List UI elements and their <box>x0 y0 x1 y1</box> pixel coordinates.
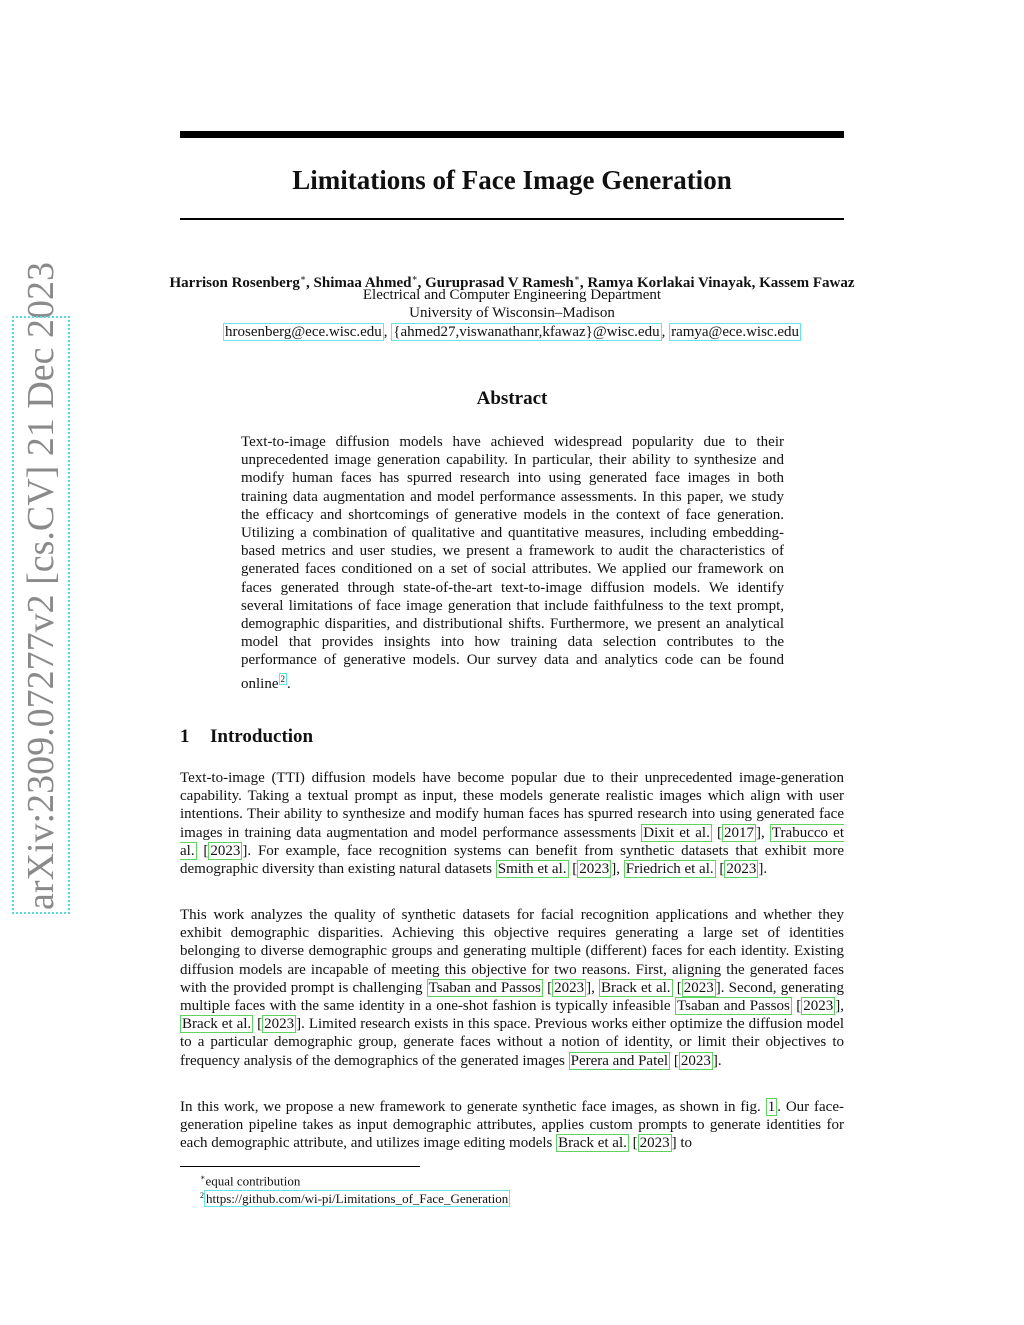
citation-year-link[interactable]: 2023 <box>210 842 241 859</box>
citation-year-link[interactable]: 2023 <box>680 1052 711 1069</box>
title-top-rule <box>180 131 844 138</box>
citation-link[interactable]: Brack et al. <box>601 979 671 996</box>
email-link[interactable]: {ahmed27,viswanathanr,kfawaz}@wisc.edu <box>393 324 660 340</box>
paragraph-text: . For example, face recognition systems can benefit from synthetic datasets that exhibit more demographic diversity than existing natural datasets <box>180 842 844 878</box>
footnote-divider <box>180 1166 420 1167</box>
footnote-mark: ∗ <box>200 1173 206 1182</box>
citation-year-link[interactable]: 2023 <box>726 861 757 878</box>
author-name: Harrison Rosenberg <box>169 275 300 291</box>
equal-contribution-mark[interactable]: ∗ <box>411 273 418 283</box>
email-link[interactable]: ramya@ece.wisc.edu <box>671 324 799 340</box>
arxiv-identifier-stamp[interactable]: arXiv:2309.07277v2 [cs.CV] 21 Dec 2023 <box>16 320 66 910</box>
citation-link[interactable]: Tsaban and Passos <box>677 998 790 1015</box>
citation-link[interactable]: Perera and Patel <box>570 1052 669 1069</box>
paragraph-text: . <box>717 1052 722 1069</box>
citation-year-link[interactable]: 2017 <box>724 824 754 841</box>
paragraph-text: Text-to-image (TTI) diffusion models have become popular due to their unprecedented image-generation capability. Taking a textual prompt as input, these models generate realistic images which align with user intentions. Their ability to synthesize and modify human faces has spurred research into using generated face images in training data augmentation and model performance assessments <box>180 770 844 841</box>
citation-link[interactable]: Smith et al. <box>497 861 567 878</box>
paragraph-text: . Our face-generation pipeline takes as input demographic attributes, applies custom prompts to generate identities for each demographic attribute, and utilizes image editing models <box>180 1099 844 1152</box>
citation-year-link[interactable]: 2023 <box>264 1016 295 1033</box>
intro-paragraph-1: Text-to-image (TTI) diffusion models have become popular due to their unprecedented image-generation capability. Taking a textual prompt as input, these models generate realistic images which align with user intentions. Their ability to synthesize and modify human faces has spurred research into using generated face images in training data augmentation and model performance assessments Dixit et al. [ 2017 ], Trabucco et al. [ 2023 ]. For example, face recognition systems can benefit from synthetic datasets that exhibit more demographic diversity than existing natural datasets Smith et al. [ 2023 ], Friedrich et al. [ 2023 ]. <box>180 770 844 878</box>
author-emails: hrosenberg@ece.wisc.edu , {ahmed27,viswanathanr,kfawaz}@wisc.edu , ramya@ece.wisc.edu <box>224 324 799 340</box>
repository-link[interactable]: https://github.com/wi-pi/Limitations_of_Face_Generation <box>206 1191 509 1207</box>
intro-paragraph-2: This work analyzes the quality of synthetic datasets for facial recognition applications and whether they exhibit demographic disparities. Achieving this objective requires generating a large set of identities belonging to diverse demographic groups and generating multiple (different) faces for each identity. Existing diffusion models are incapable of meeting this objective for two reasons. First, aligning the generated faces with the provided prompt is challenging Tsaban and Passos [ 2023 ], Brack et al. [ 2023 ]. Second, generating multiple faces with the same identity in a one-shot fashion is typically infeasible Tsaban and Passos [ 2023 ], Brack et al. [ 2023 ]. Limited research exists in this space. Previous works either optimize the diffusion model to a particular demographic group, generate faces without a notion of identity, or limit their objectives to frequency analysis of the demographics of the generated images Perera and Patel [ 2023 ]. <box>180 907 845 1069</box>
affiliation-department: Electrical and Computer Engineering Department <box>362 287 662 303</box>
author-list: Harrison Rosenberg∗, Shimaa Ahmed∗, Guruprasad V Ramesh∗, Ramya Korlakai Vinayak, Kassem Fawaz <box>169 273 855 291</box>
author-name: Ramya Korlakai Vinayak, Kassem Fawaz <box>587 275 855 291</box>
citation-year-link[interactable]: 2023 <box>683 979 714 996</box>
paragraph-text: to <box>676 1135 693 1152</box>
paragraph-text: , <box>591 979 599 996</box>
section-number: 1 <box>180 726 190 747</box>
footnote-2 <box>200 1188 510 1207</box>
paragraph-text: . Second, generating multiple faces with the same identity in a one-shot fashion is typically infeasible <box>180 979 845 1015</box>
citation-link[interactable]: Dixit et al. <box>643 824 710 841</box>
equal-contribution-mark[interactable]: ∗ <box>573 273 580 283</box>
paragraph-text: . <box>763 861 768 878</box>
paragraph-text: . Limited research exists in this space. Previous works either optimize the diffusion model to a particular demographic group, generate faces without a notion of identity, or limit their objectives to frequency analysis of the demographics of the generated images <box>180 1016 844 1069</box>
figure-reference-link[interactable]: 1 <box>767 1099 776 1115</box>
paragraph-text: In this work, we propose a new framework to generate synthetic face images, as shown in fig. <box>180 1099 766 1115</box>
citation-link[interactable]: Trabucco et al. <box>180 824 844 859</box>
paragraph-text: , <box>761 824 770 841</box>
citation-year-link[interactable]: 2023 <box>579 861 610 878</box>
paper-title: Limitations of Face Image Generation <box>292 165 732 195</box>
footnote-link[interactable]: 2 <box>280 673 285 684</box>
citation-link[interactable]: Tsaban and Passos <box>428 979 541 996</box>
footnote-mark: 2 <box>200 1191 204 1200</box>
intro-paragraph-3: In this work, we propose a new framework to generate synthetic face images, as shown in fig. 1 . Our face-generation pipeline takes as input demographic attributes, applies custom prompts to generate identities for each demographic attribute, and utilizes image editing models Brack et al. [ 2023 ] to <box>180 1099 844 1152</box>
abstract-end: . <box>287 675 291 692</box>
footnote-1 <box>200 1170 300 1189</box>
equal-contribution-mark[interactable]: ∗ <box>299 273 307 283</box>
citation-year-link[interactable]: 2023 <box>803 998 834 1015</box>
affiliation-university: University of Wisconsin–Madison <box>409 305 615 321</box>
paragraph-text: This work analyzes the quality of synthetic datasets for facial recognition applications and whether they exhibit demographic disparities. Achieving this objective requires generating a large set of identities belonging to diverse demographic groups and generating multiple (different) faces for each identity. Existing diffusion models are incapable of meeting this objective for two reasons. First, aligning the generated faces with the provided prompt is challenging <box>180 907 844 996</box>
author-name: Guruprasad V Ramesh <box>425 275 574 291</box>
footnote-text: equal contribution <box>205 1173 301 1189</box>
title-bottom-rule <box>180 218 844 220</box>
citation-year-link[interactable]: 2023 <box>554 979 585 996</box>
abstract-body: Text-to-image diffusion models have achieved widespread popularity due to their unprecedented image generation capability. In particular, their ability to synthesize and modify human faces has spurred research into using generated face images in both training data augmentation and model performance assessments. In this paper, we study the efficacy and shortcomings of generative models in the context of face generation. Utilizing a combination of qualitative and quantitative measures, including embedding-based metrics and user studies, we present a framework to audit the characteristics of generated faces conditioned on a set of social attributes. We applied our framework on faces generated through state-of-the-art text-to-image diffusion models. We identify several limitations of face image generation that include faithfulness to the text prompt, demographic disparities, and distributional shifts. Furthermore, we present an analytical model that provides insights into how training data selection contributes to the performance of generative models. Our survey data and analytics code can be found online <box>241 434 784 692</box>
section-title: Introduction <box>210 726 314 747</box>
citation-link[interactable]: Brack et al. <box>558 1135 627 1152</box>
abstract-text <box>241 433 784 693</box>
email-link[interactable]: hrosenberg@ece.wisc.edu <box>224 324 382 340</box>
citation-link[interactable]: Brack et al. <box>182 1016 252 1033</box>
section-heading <box>180 726 313 748</box>
author-name: Shimaa Ahmed <box>313 275 412 291</box>
citation-year-link[interactable]: 2023 <box>639 1135 670 1152</box>
abstract-heading: Abstract <box>476 388 548 409</box>
paragraph-text: , <box>616 861 624 878</box>
paragraph-text: , <box>840 998 844 1015</box>
citation-link[interactable]: Friedrich et al. <box>625 861 714 878</box>
